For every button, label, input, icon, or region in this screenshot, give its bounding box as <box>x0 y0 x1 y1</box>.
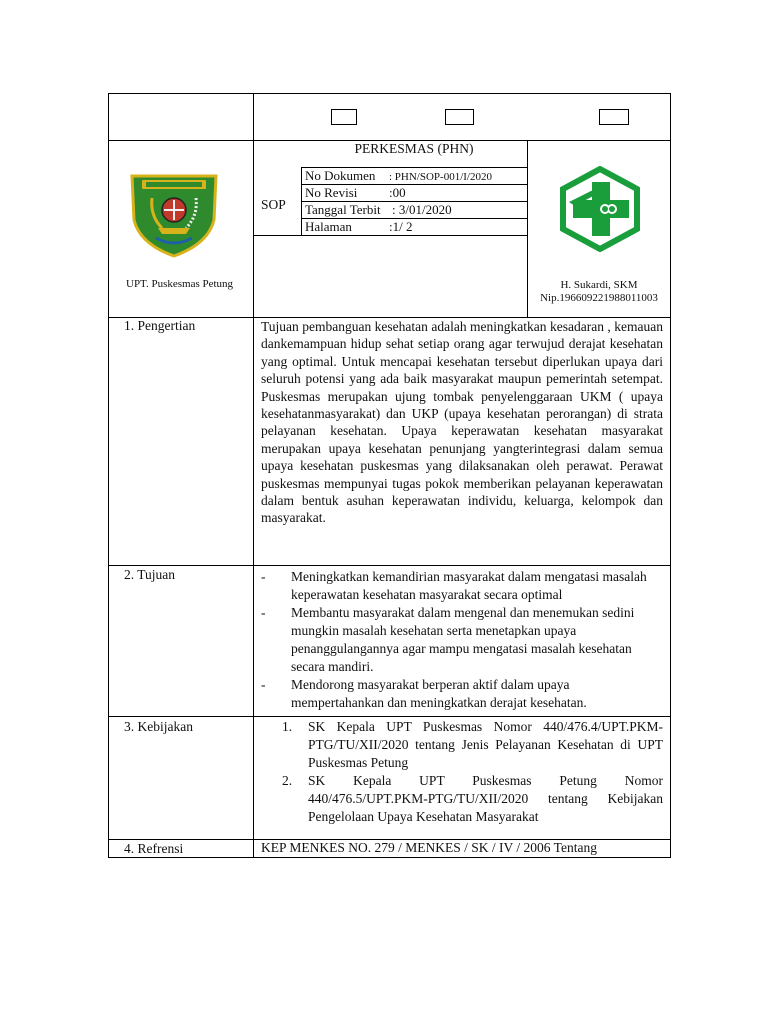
header-box-2 <box>445 109 474 125</box>
puskesmas-cross-icon <box>557 166 643 252</box>
field-halaman-value: :1/ 2 <box>389 219 413 234</box>
field-no-dokumen-value: : PHN/SOP-001/I/2020 <box>389 171 492 183</box>
section-text-refrensi: KEP MENKES NO. 279 / MENKES / SK / IV / 2006 Tentang <box>261 840 597 855</box>
list-item: 1. SK Kepala UPT Puskesmas Nomor 440/476.4/UPT.PKM-PTG/TU/XII/2020 tentang Jenis Pelayanan Kesehatan di UPT Puskesmas Petung <box>282 719 663 770</box>
field-no-revisi-value: :00 <box>389 185 406 200</box>
section-text-pengertian: Tujuan pembanguan kesehatan adalah meningkatkan kesadaran , kemauan dankemampuan hidup sehat setiap orang agar terwujud derajat kesehatan yang optimal. Untuk mencapai kesehatan tersebut diperlukan upaya dari seluruh potensi yang ada baik masyarakat maupun pemerintah setempat. Puskesmas merupakan ujung tombak penyelenggaraan UKM ( upaya kesehatanmasyarakat) dan UKP (upaya kesehatan perorangan) di strata pelayanan kesehatan. Upaya keperawatan kesehatan masyarakat merupakan upaya kesehatan penunjang yangterintegrasi dalam semua upaya kesehatan puskesmas yang dilaksanakan oleh perawat. Perawat puskesmas mempunyai tugas pokok memberikan pelayanan keperawatan dalam bentuk asuhan keperawatan individu, keluarga, kelompok dan masyarakat. <box>261 319 663 526</box>
list-item: - Meningkatkan kemandirian masyarakat dalam mengatasi masalah keperawatan kesehatan masyarakat secara optimal <box>261 569 647 602</box>
signer-nip: Nip.196609221988011003 <box>540 292 658 304</box>
org-name: UPT. Puskesmas Petung <box>126 278 234 290</box>
field-tanggal-terbit-label: Tanggal Terbit <box>305 202 381 217</box>
field-halaman-label: Halaman <box>305 219 352 234</box>
section-label-pengertian: 1. Pengertian <box>124 318 196 333</box>
field-tanggal-terbit-value: : 3/01/2020 <box>392 202 452 217</box>
field-no-dokumen-label: No Dokumen <box>305 168 376 183</box>
document-title: PERKESMAS (PHN) <box>354 141 474 156</box>
field-no-revisi-label: No Revisi <box>305 185 358 200</box>
tujuan-list <box>261 568 651 712</box>
list-item: 2. SK Kepala UPT Puskesmas Petung Nomor 440/476.5/UPT.PKM-PTG/TU/XII/2020 tentang Kebijakan Pengelolaan Upaya Kesehatan Masyarakat <box>282 773 663 824</box>
section-label-kebijakan: 3. Kebijakan <box>124 719 193 734</box>
list-item: - Membantu masyarakat dalam mengenal dan menemukan sedini mungkin masalah kesehatan serta menetapkan upaya penanggulangannya agar mampu mengatasi masalah kesehatan secara mandiri. <box>261 605 635 674</box>
header-box-3 <box>599 109 629 125</box>
list-item: - Mendorong masyarakat berperan aktif dalam upaya mempertahankan dan meningkatkan derajat kesehatan. <box>261 677 587 710</box>
section-label-refrensi: 4. Refrensi <box>124 841 184 856</box>
regional-emblem-icon <box>128 170 220 258</box>
kebijakan-list <box>280 718 663 826</box>
signer-name: H. Sukardi, SKM <box>560 279 638 291</box>
section-label-tujuan: 2. Tujuan <box>124 567 176 582</box>
sop-label: SOP <box>261 197 286 212</box>
header-box-1 <box>331 109 357 125</box>
